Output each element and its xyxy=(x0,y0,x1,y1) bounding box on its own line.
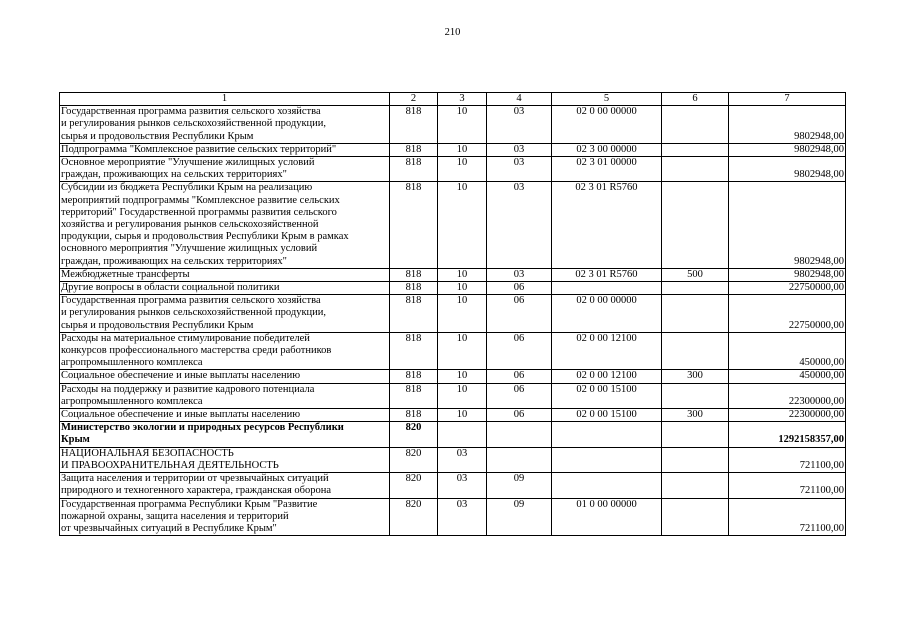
target-article-cell: 02 0 00 15100 xyxy=(552,383,662,408)
header-cell: 6 xyxy=(662,93,729,106)
item-name-cell: Министерство экологии и природных ресурсов Республики Крым xyxy=(60,422,390,447)
subsection-code-cell: 03 xyxy=(487,182,552,268)
header-cell: 4 xyxy=(487,93,552,106)
table-row xyxy=(60,498,846,536)
subsection-code-cell xyxy=(487,447,552,472)
subsection-code-cell: 06 xyxy=(487,282,552,295)
section-code-cell: 03 xyxy=(438,473,487,498)
subsection-code-cell: 03 xyxy=(487,268,552,281)
ministry-code-cell: 818 xyxy=(390,332,438,370)
expense-type-cell xyxy=(662,383,729,408)
expense-type-cell xyxy=(662,106,729,144)
table-row xyxy=(60,409,846,422)
section-code-cell: 03 xyxy=(438,498,487,536)
amount-cell: 9802948,00 xyxy=(729,182,846,268)
page-number: 210 xyxy=(444,27,461,38)
table-row xyxy=(60,332,846,370)
item-name-cell: Государственная программа развития сельского хозяйства и регулирования рынков сельскохозяйственной продукции, сырья и продовольствия Республики Крым xyxy=(60,106,390,144)
table-row xyxy=(60,295,846,333)
subsection-code-cell: 09 xyxy=(487,498,552,536)
amount-cell: 1292158357,00 xyxy=(729,422,846,447)
target-article-cell: 02 0 00 15100 xyxy=(552,409,662,422)
subsection-code-cell: 06 xyxy=(487,409,552,422)
subsection-code-cell: 06 xyxy=(487,332,552,370)
subsection-code-cell: 03 xyxy=(487,106,552,144)
amount-cell: 721100,00 xyxy=(729,498,846,536)
ministry-code-cell: 820 xyxy=(390,422,438,447)
table-row xyxy=(60,282,846,295)
amount-cell: 9802948,00 xyxy=(729,268,846,281)
section-code-cell: 10 xyxy=(438,295,487,333)
amount-cell: 9802948,00 xyxy=(729,106,846,144)
target-article-cell xyxy=(552,447,662,472)
amount-cell: 22300000,00 xyxy=(729,383,846,408)
ministry-code-cell: 818 xyxy=(390,106,438,144)
expense-type-cell xyxy=(662,332,729,370)
target-article-cell: 02 0 00 00000 xyxy=(552,295,662,333)
subsection-code-cell: 03 xyxy=(487,157,552,182)
table-row xyxy=(60,157,846,182)
expense-type-cell xyxy=(662,282,729,295)
table-row xyxy=(60,106,846,144)
table-row xyxy=(60,383,846,408)
section-code-cell: 10 xyxy=(438,143,487,156)
table-row xyxy=(60,182,846,268)
item-name-cell: НАЦИОНАЛЬНАЯ БЕЗОПАСНОСТЬ И ПРАВООХРАНИТЕЛЬНАЯ ДЕЯТЕЛЬНОСТЬ xyxy=(60,447,390,472)
item-name-cell: Межбюджетные трансферты xyxy=(60,268,390,281)
item-name-cell: Государственная программа Республики Крым "Развитие пожарной охраны, защита населения и территорий от чрезвычайных ситуаций в Республике Крым" xyxy=(60,498,390,536)
expense-type-cell xyxy=(662,143,729,156)
ministry-code-cell: 818 xyxy=(390,268,438,281)
expense-type-cell: 300 xyxy=(662,370,729,383)
table-row xyxy=(60,370,846,383)
header-cell: 1 xyxy=(60,93,390,106)
expense-type-cell xyxy=(662,473,729,498)
expense-type-cell xyxy=(662,295,729,333)
table-row xyxy=(60,422,846,447)
subsection-code-cell: 06 xyxy=(487,370,552,383)
section-code-cell: 10 xyxy=(438,409,487,422)
header-row xyxy=(60,93,846,106)
table-row xyxy=(60,268,846,281)
section-code-cell: 10 xyxy=(438,106,487,144)
item-name-cell: Социальное обеспечение и иные выплаты населению xyxy=(60,370,390,383)
ministry-code-cell: 818 xyxy=(390,282,438,295)
amount-cell: 721100,00 xyxy=(729,473,846,498)
section-code-cell: 10 xyxy=(438,182,487,268)
target-article-cell xyxy=(552,422,662,447)
table-row xyxy=(60,447,846,472)
amount-cell: 22750000,00 xyxy=(729,282,846,295)
ministry-code-cell: 818 xyxy=(390,370,438,383)
target-article-cell xyxy=(552,473,662,498)
ministry-code-cell: 818 xyxy=(390,383,438,408)
item-name-cell: Расходы на поддержку и развитие кадрового потенциала агропромышленного комплекса xyxy=(60,383,390,408)
expense-type-cell xyxy=(662,182,729,268)
section-code-cell: 10 xyxy=(438,282,487,295)
target-article-cell: 02 3 01 R5760 xyxy=(552,268,662,281)
amount-cell: 721100,00 xyxy=(729,447,846,472)
amount-cell: 9802948,00 xyxy=(729,143,846,156)
item-name-cell: Другие вопросы в области социальной политики xyxy=(60,282,390,295)
table-row xyxy=(60,473,846,498)
target-article-cell xyxy=(552,282,662,295)
section-code-cell xyxy=(438,422,487,447)
target-article-cell: 02 0 00 12100 xyxy=(552,370,662,383)
section-code-cell: 03 xyxy=(438,447,487,472)
ministry-code-cell: 820 xyxy=(390,447,438,472)
header-cell: 2 xyxy=(390,93,438,106)
target-article-cell: 02 3 00 00000 xyxy=(552,143,662,156)
target-article-cell: 02 3 01 00000 xyxy=(552,157,662,182)
ministry-code-cell: 818 xyxy=(390,409,438,422)
section-code-cell: 10 xyxy=(438,332,487,370)
amount-cell: 22750000,00 xyxy=(729,295,846,333)
expense-type-cell: 300 xyxy=(662,409,729,422)
ministry-code-cell: 818 xyxy=(390,143,438,156)
budget-table xyxy=(59,92,846,536)
item-name-cell: Социальное обеспечение и иные выплаты населению xyxy=(60,409,390,422)
item-name-cell: Расходы на материальное стимулирование победителей конкурсов профессионального мастерства среди работников агропромышленного комплекса xyxy=(60,332,390,370)
ministry-code-cell: 818 xyxy=(390,182,438,268)
amount-cell: 450000,00 xyxy=(729,332,846,370)
amount-cell: 22300000,00 xyxy=(729,409,846,422)
expense-type-cell xyxy=(662,498,729,536)
subsection-code-cell: 09 xyxy=(487,473,552,498)
expense-type-cell xyxy=(662,422,729,447)
subsection-code-cell: 06 xyxy=(487,295,552,333)
section-code-cell: 10 xyxy=(438,370,487,383)
header-cell: 7 xyxy=(729,93,846,106)
expense-type-cell xyxy=(662,447,729,472)
item-name-cell: Подпрограмма "Комплексное развитие сельских территорий" xyxy=(60,143,390,156)
target-article-cell: 02 3 01 R5760 xyxy=(552,182,662,268)
item-name-cell: Государственная программа развития сельского хозяйства и регулирования рынков сельскохозяйственной продукции, сырья и продовольствия Республики Крым xyxy=(60,295,390,333)
amount-cell: 9802948,00 xyxy=(729,157,846,182)
target-article-cell: 02 0 00 00000 xyxy=(552,106,662,144)
header-cell: 3 xyxy=(438,93,487,106)
target-article-cell: 01 0 00 00000 xyxy=(552,498,662,536)
expense-type-cell: 500 xyxy=(662,268,729,281)
item-name-cell: Субсидии из бюджета Республики Крым на реализацию мероприятий подпрограммы "Комплексное развитие сельских территорий" Государственной программы развития сельского хозяйства и регулирования рынков сельскохозяйственной продукции, сырья и продовольствия Республики Крым в рамках основного мероприятия "Улучшение жилищных условий граждан, проживающих на сельских территориях" xyxy=(60,182,390,268)
ministry-code-cell: 818 xyxy=(390,157,438,182)
section-code-cell: 10 xyxy=(438,268,487,281)
section-code-cell: 10 xyxy=(438,383,487,408)
target-article-cell: 02 0 00 12100 xyxy=(552,332,662,370)
subsection-code-cell: 06 xyxy=(487,383,552,408)
ministry-code-cell: 820 xyxy=(390,473,438,498)
section-code-cell: 10 xyxy=(438,157,487,182)
expense-type-cell xyxy=(662,157,729,182)
subsection-code-cell: 03 xyxy=(487,143,552,156)
subsection-code-cell xyxy=(487,422,552,447)
ministry-code-cell: 820 xyxy=(390,498,438,536)
header-cell: 5 xyxy=(552,93,662,106)
item-name-cell: Основное мероприятие "Улучшение жилищных условий граждан, проживающих на сельских территориях" xyxy=(60,157,390,182)
item-name-cell: Защита населения и территории от чрезвычайных ситуаций природного и техногенного характера, гражданская оборона xyxy=(60,473,390,498)
table-row xyxy=(60,143,846,156)
ministry-code-cell: 818 xyxy=(390,295,438,333)
amount-cell: 450000,00 xyxy=(729,370,846,383)
